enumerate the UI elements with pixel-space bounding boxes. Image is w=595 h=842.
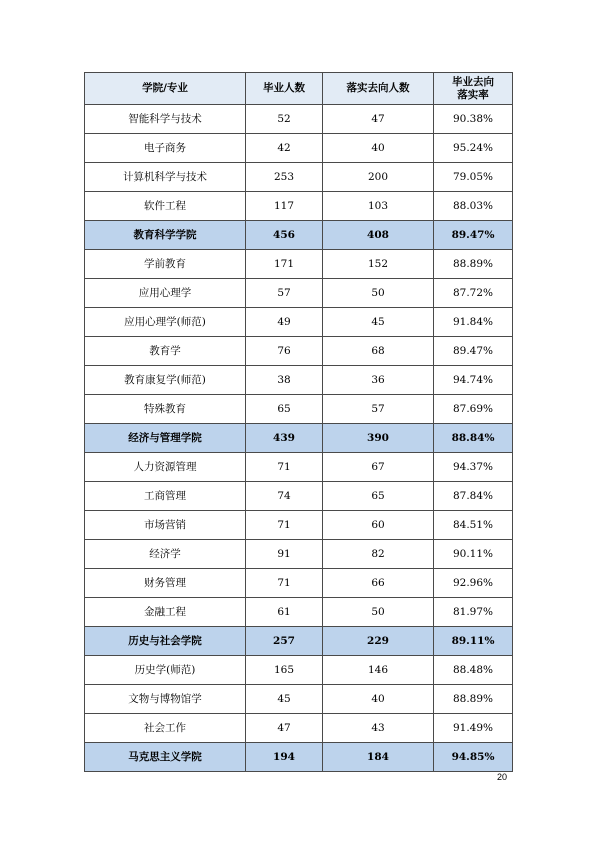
- major-row: [85, 308, 513, 337]
- major-row: [85, 134, 513, 163]
- placed-cell: 66: [323, 569, 434, 598]
- major-row: [85, 366, 513, 395]
- placement-rate-cell: 88.84%: [434, 424, 513, 453]
- major-name-cell: 金融工程: [85, 598, 246, 627]
- placement-rate-cell: 87.84%: [434, 482, 513, 511]
- graduates-cell: 194: [246, 743, 323, 772]
- placed-cell: 50: [323, 279, 434, 308]
- major-name-cell: 经济学: [85, 540, 246, 569]
- major-row: [85, 453, 513, 482]
- placed-cell: 184: [323, 743, 434, 772]
- placement-rate-cell: 87.69%: [434, 395, 513, 424]
- placement-rate-cell: 91.49%: [434, 714, 513, 743]
- major-row: [85, 714, 513, 743]
- college-row: [85, 627, 513, 656]
- table-header: [85, 73, 513, 105]
- placed-cell: 45: [323, 308, 434, 337]
- college-row: [85, 743, 513, 772]
- college-name-cell: 马克思主义学院: [85, 743, 246, 772]
- college-name-cell: 教育科学学院: [85, 221, 246, 250]
- page-number: 20: [496, 772, 507, 782]
- graduates-cell: 45: [246, 685, 323, 714]
- college-row: [85, 221, 513, 250]
- placed-cell: 65: [323, 482, 434, 511]
- major-name-cell: 应用心理学: [85, 279, 246, 308]
- graduates-cell: 117: [246, 192, 323, 221]
- graduates-cell: 74: [246, 482, 323, 511]
- placement-rate-cell: 94.37%: [434, 453, 513, 482]
- major-name-cell: 软件工程: [85, 192, 246, 221]
- placement-rate-cell: 88.03%: [434, 192, 513, 221]
- placed-cell: 82: [323, 540, 434, 569]
- major-name-cell: 市场营销: [85, 511, 246, 540]
- major-name-cell: 财务管理: [85, 569, 246, 598]
- placed-cell: 43: [323, 714, 434, 743]
- placement-rate-cell: 79.05%: [434, 163, 513, 192]
- placed-cell: 47: [323, 105, 434, 134]
- placed-cell: 390: [323, 424, 434, 453]
- graduates-cell: 171: [246, 250, 323, 279]
- major-name-cell: 文物与博物馆学: [85, 685, 246, 714]
- major-row: [85, 685, 513, 714]
- graduates-cell: 71: [246, 453, 323, 482]
- placement-rate-cell: 88.89%: [434, 250, 513, 279]
- placed-cell: 67: [323, 453, 434, 482]
- graduates-cell: 165: [246, 656, 323, 685]
- major-row: [85, 511, 513, 540]
- placed-cell: 40: [323, 134, 434, 163]
- major-row: [85, 337, 513, 366]
- header-row: [85, 73, 513, 105]
- placement-rate-cell: 84.51%: [434, 511, 513, 540]
- major-name-cell: 教育学: [85, 337, 246, 366]
- placed-cell: 229: [323, 627, 434, 656]
- major-name-cell: 电子商务: [85, 134, 246, 163]
- placement-rate-cell: 94.85%: [434, 743, 513, 772]
- placed-cell: 200: [323, 163, 434, 192]
- major-row: [85, 656, 513, 685]
- placement-rate-cell: 90.11%: [434, 540, 513, 569]
- graduates-cell: 61: [246, 598, 323, 627]
- graduates-cell: 71: [246, 511, 323, 540]
- graduates-cell: 38: [246, 366, 323, 395]
- placed-cell: 40: [323, 685, 434, 714]
- placed-cell: 103: [323, 192, 434, 221]
- placement-rate-cell: 91.84%: [434, 308, 513, 337]
- college-name-cell: 历史与社会学院: [85, 627, 246, 656]
- placed-cell: 68: [323, 337, 434, 366]
- graduates-cell: 71: [246, 569, 323, 598]
- major-name-cell: 历史学(师范): [85, 656, 246, 685]
- major-name-cell: 人力资源管理: [85, 453, 246, 482]
- major-name-cell: 社会工作: [85, 714, 246, 743]
- placed-cell: 408: [323, 221, 434, 250]
- major-row: [85, 569, 513, 598]
- header-graduates: 毕业人数: [246, 73, 323, 105]
- major-row: [85, 250, 513, 279]
- college-name-cell: 经济与管理学院: [85, 424, 246, 453]
- graduates-cell: 42: [246, 134, 323, 163]
- placement-rate-cell: 87.72%: [434, 279, 513, 308]
- employment-rate-table: [84, 72, 513, 772]
- major-row: [85, 192, 513, 221]
- placed-cell: 50: [323, 598, 434, 627]
- graduates-cell: 49: [246, 308, 323, 337]
- placement-rate-cell: 81.97%: [434, 598, 513, 627]
- placement-rate-cell: 89.11%: [434, 627, 513, 656]
- graduates-cell: 65: [246, 395, 323, 424]
- placed-cell: 36: [323, 366, 434, 395]
- major-name-cell: 计算机科学与技术: [85, 163, 246, 192]
- graduates-cell: 47: [246, 714, 323, 743]
- placement-rate-cell: 90.38%: [434, 105, 513, 134]
- major-row: [85, 105, 513, 134]
- table-body: [85, 105, 513, 772]
- graduates-cell: 57: [246, 279, 323, 308]
- major-row: [85, 279, 513, 308]
- major-row: [85, 540, 513, 569]
- major-name-cell: 应用心理学(师范): [85, 308, 246, 337]
- graduates-cell: 456: [246, 221, 323, 250]
- graduates-cell: 257: [246, 627, 323, 656]
- major-row: [85, 163, 513, 192]
- major-row: [85, 482, 513, 511]
- major-name-cell: 学前教育: [85, 250, 246, 279]
- placed-cell: 152: [323, 250, 434, 279]
- major-name-cell: 特殊教育: [85, 395, 246, 424]
- major-row: [85, 395, 513, 424]
- graduates-cell: 76: [246, 337, 323, 366]
- placed-cell: 60: [323, 511, 434, 540]
- placement-rate-cell: 89.47%: [434, 221, 513, 250]
- major-name-cell: 工商管理: [85, 482, 246, 511]
- major-name-cell: 智能科学与技术: [85, 105, 246, 134]
- college-row: [85, 424, 513, 453]
- placement-rate-cell: 89.47%: [434, 337, 513, 366]
- placed-cell: 57: [323, 395, 434, 424]
- placement-rate-cell: 94.74%: [434, 366, 513, 395]
- placed-cell: 146: [323, 656, 434, 685]
- header-college-major: 学院/专业: [85, 73, 246, 105]
- placement-rate-cell: 88.48%: [434, 656, 513, 685]
- placement-rate-cell: 88.89%: [434, 685, 513, 714]
- graduates-cell: 52: [246, 105, 323, 134]
- graduates-cell: 439: [246, 424, 323, 453]
- major-row: [85, 598, 513, 627]
- placement-rate-cell: 95.24%: [434, 134, 513, 163]
- graduates-cell: 253: [246, 163, 323, 192]
- header-placement-rate: 毕业去向 落实率: [434, 73, 513, 105]
- placement-rate-cell: 92.96%: [434, 569, 513, 598]
- header-placed: 落实去向人数: [323, 73, 434, 105]
- graduates-cell: 91: [246, 540, 323, 569]
- major-name-cell: 教育康复学(师范): [85, 366, 246, 395]
